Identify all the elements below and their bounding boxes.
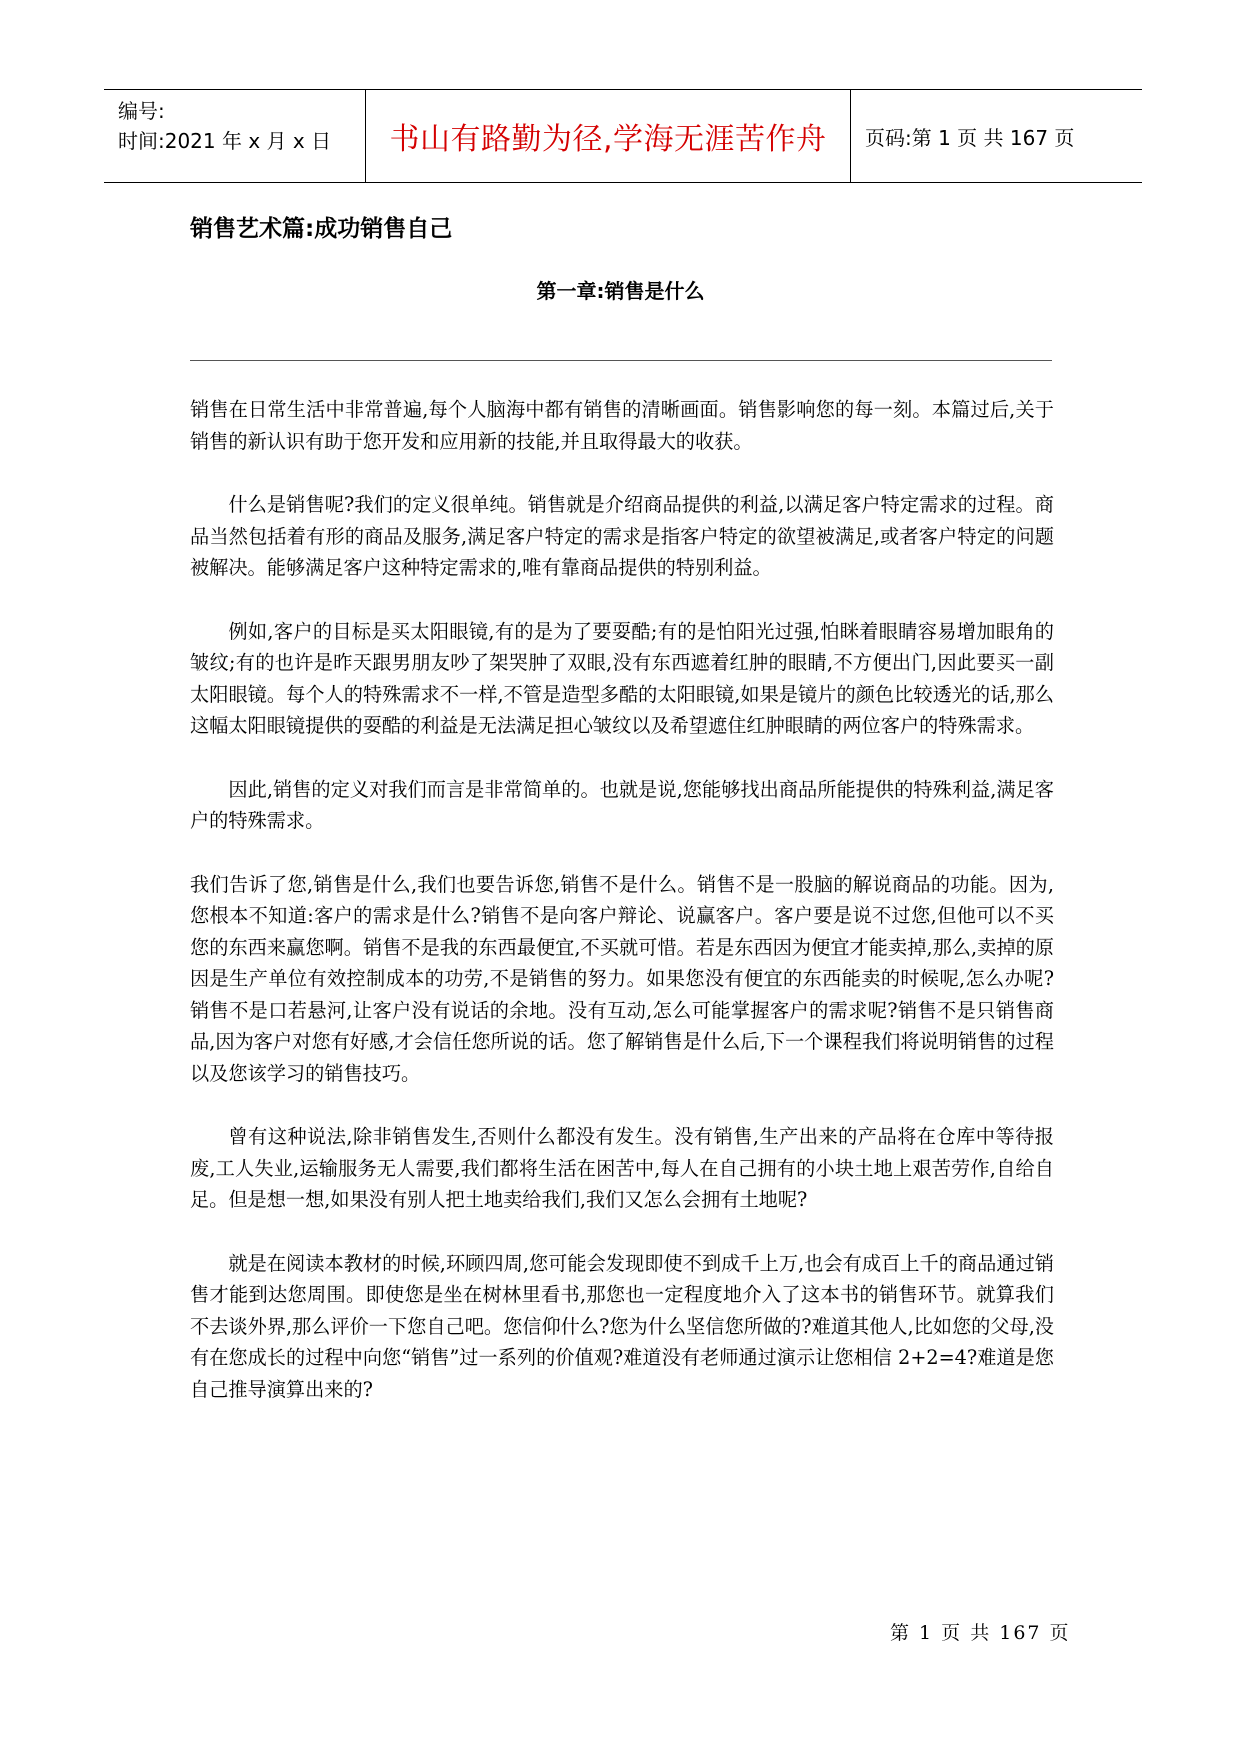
page-header bbox=[104, 89, 1142, 183]
body-text bbox=[190, 394, 1054, 1437]
header-page-info: 页码:第 1 页 共 167 页 bbox=[865, 125, 1075, 150]
chapter-heading: 第一章:销售是什么 bbox=[536, 279, 705, 303]
document-title: 销售艺术篇:成功销售自己 bbox=[190, 216, 453, 242]
header-meta bbox=[104, 90, 366, 182]
paragraph: 因此,销售的定义对我们而言是非常简单的。也就是说,您能够找出商品所能提供的特殊利益,满足客户的特殊需求。 bbox=[190, 777, 1054, 832]
paragraph: 例如,客户的目标是买太阳眼镜,有的是为了要耍酷;有的是怕阳光过强,怕眯着眼睛容易增加眼角的皱纹;有的也许是昨天跟男朋友吵了架哭肿了双眼,没有东西遮着红肿的眼睛,不方便出门,因此要买一副太阳眼镜。每个人的特殊需求不一样,不管是造型多酷的太阳眼镜,如果是镜片的颜色比较透光的话,那么这幅太阳眼镜提供的耍酷的利益是无法满足担心皱纹以及希望遮住红肿眼睛的两位客户的特殊需求。 bbox=[190, 619, 1054, 737]
header-time: 时间:2021 年 x 月 x 日 bbox=[118, 129, 332, 153]
paragraph: 曾有这种说法,除非销售发生,否则什么都没有发生。没有销售,生产出来的产品将在仓库中等待报废,工人失业,运输服务无人需要,我们都将生活在困苦中,每人在自己拥有的小块土地上艰苦劳作,自给自足。但是想一想,如果没有别人把土地卖给我们,我们又怎么会拥有土地呢? bbox=[190, 1125, 1054, 1211]
paragraph: 就是在阅读本教材的时候,环顾四周,您可能会发现即使不到成千上万,也会有成百上千的商品通过销售才能到达您周围。即使您是坐在树林里看书,那您也一定程度地介入了这本书的销售环节。就算我们不去谈外界,那么评价一下您自己吧。您信仰什么?您为什么坚信您所做的?难道其他人,比如您的父母,没有在您成长的过程中向您“销售”过一系列的价值观?难道没有老师通过演示让您相信 2+2=4?难道是您自己推导演算出来的? bbox=[190, 1251, 1054, 1401]
divider-line bbox=[190, 360, 1052, 361]
paragraph: 销售在日常生活中非常普遍,每个人脑海中都有销售的清晰画面。销售影响您的每一刻。本篇过后,关于销售的新认识有助于您开发和应用新的技能,并且取得最大的收获。 bbox=[190, 398, 1054, 453]
page-footer: 第 1 页 共 167 页 bbox=[890, 1622, 1071, 1644]
paragraph: 我们告诉了您,销售是什么,我们也要告诉您,销售不是什么。销售不是一股脑的解说商品的功能。因为,您根本不知道:客户的需求是什么?销售不是向客户辩论、说赢客户。客户要是说不过您,但他可以不买您的东西来赢您啊。销售不是我的东西最便宜,不买就可惜。若是东西因为便宜才能卖掉,那么,卖掉的原因是生产单位有效控制成本的功劳,不是销售的努力。如果您没有便宜的东西能卖的时候呢,怎么办呢?销售不是口若悬河,让客户没有说话的余地。没有互动,怎么可能掌握客户的需求呢?销售不是只销售商品,因为客户对您有好感,才会信任您所说的话。您了解销售是什么后,下一个课程我们将说明销售的过程以及您该学习的销售技巧。 bbox=[190, 872, 1054, 1085]
header-number: 编号: bbox=[118, 99, 165, 123]
paragraph: 什么是销售呢?我们的定义很单纯。销售就是介绍商品提供的利益,以满足客户特定需求的过程。商品当然包括着有形的商品及服务,满足客户特定的需求是指客户特定的欲望被满足,或者客户特定的问题被解决。能够满足客户这种特定需求的,唯有靠商品提供的特别利益。 bbox=[190, 493, 1054, 579]
header-motto: 书山有路勤为径,学海无涯苦作舟 bbox=[366, 90, 851, 182]
